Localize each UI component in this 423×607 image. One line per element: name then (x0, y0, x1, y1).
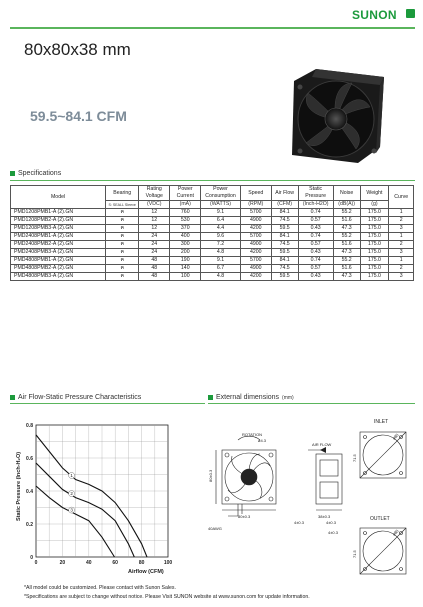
cell-bearing: ฅ (106, 273, 139, 281)
dim-height: 80±0.3 (208, 469, 213, 482)
dim-inlet-diameter: ø85 (391, 432, 400, 441)
cell-voltage: 12 (139, 209, 170, 217)
cell-voltage: 12 (139, 225, 170, 233)
chart-x-tick-label: 80 (138, 560, 145, 566)
cell-model: PMD2408PMB2-A (2).GN (11, 241, 106, 249)
cell-pressure: 0.43 (298, 273, 333, 281)
header-noise: Noise (333, 186, 360, 201)
cell-consumption: 7.2 (201, 241, 241, 249)
cell-noise: 55.2 (333, 209, 360, 217)
cell-curve: 3 (389, 225, 414, 233)
inlet-label: INLET (374, 419, 389, 425)
unit-voltage: (VDC) (139, 201, 170, 209)
cell-current: 190 (170, 257, 201, 265)
cell-speed: 4200 (240, 273, 271, 281)
airflow-rule (10, 403, 205, 404)
outlet-label: OUTLET (370, 516, 390, 522)
cell-speed: 4900 (240, 265, 271, 273)
cell-speed: 4200 (240, 225, 271, 233)
cell-weight: 175.0 (360, 225, 389, 233)
dim-offset-1: 4±0.3 (294, 520, 304, 525)
cell-airflow: 59.5 (271, 225, 298, 233)
cell-model: PMD4808PMB3-A (2).GN (11, 273, 106, 281)
chart-y-tick-label: 0.6 (26, 456, 33, 462)
cell-speed: 5700 (240, 233, 271, 241)
cell-model: PMD2408PMB1-A (2).GN (11, 233, 106, 241)
chart-y-tick-label: 0.2 (26, 522, 33, 528)
specifications-heading: Specifications (10, 170, 61, 177)
cell-consumption: 6.4 (201, 217, 241, 225)
cell-airflow: 84.1 (271, 233, 298, 241)
cell-airflow: 84.1 (271, 209, 298, 217)
cell-bearing: ฅ (106, 257, 139, 265)
chart-y-axis-label: Static Pressure (Inch-H₂O) (16, 451, 22, 521)
brand-logo: SUNON (352, 8, 397, 22)
cell-bearing: ฅ (106, 217, 139, 225)
cell-noise: 51.6 (333, 217, 360, 225)
chart-series-label: 2 (70, 491, 73, 497)
cell-curve: 2 (389, 265, 414, 273)
cell-airflow: 74.5 (271, 217, 298, 225)
external-rule (208, 403, 415, 404)
header-voltage: Rating Voltage (139, 186, 170, 201)
cell-consumption: 9.6 (201, 233, 241, 241)
cell-curve: 1 (389, 257, 414, 265)
bullet-square-icon (10, 171, 15, 176)
cell-bearing: ฅ (106, 225, 139, 233)
rotation-label: ROTATION (242, 432, 263, 437)
external-dimensions-drawing (208, 410, 415, 582)
unit-noise: (dB(A)) (333, 201, 360, 209)
spec-table-row (11, 273, 414, 281)
cell-airflow: 74.5 (271, 241, 298, 249)
cell-bearing: ฅ (106, 241, 139, 249)
cell-bearing: ฅ (106, 233, 139, 241)
cell-curve: 3 (389, 273, 414, 281)
chart-y-tick-label: 0.8 (26, 423, 33, 429)
cell-model: PMD4808PMB1-A (2).GN (11, 257, 106, 265)
cell-speed: 4900 (240, 241, 271, 249)
cell-pressure: 0.57 (298, 265, 333, 273)
airflow-label: AIR FLOW (312, 442, 332, 447)
cell-voltage: 12 (139, 217, 170, 225)
cell-noise: 47.3 (333, 249, 360, 257)
header-bearing: Bearing (106, 186, 139, 201)
header-current: Power Current (170, 186, 201, 201)
header-rule (10, 27, 415, 29)
cell-voltage: 48 (139, 257, 170, 265)
cell-consumption: 6.7 (201, 265, 241, 273)
spec-header-row (11, 186, 414, 201)
dim-inlet: 71.5 (352, 454, 357, 462)
cell-weight: 175.0 (360, 233, 389, 241)
header-curve: Curve (389, 186, 414, 209)
cell-pressure: 0.74 (298, 257, 333, 265)
cell-speed: 4200 (240, 249, 271, 257)
cell-noise: 51.6 (333, 265, 360, 273)
cell-curve: 1 (389, 209, 414, 217)
cell-curve: 2 (389, 241, 414, 249)
chart-x-tick-label: 20 (59, 560, 66, 566)
chart-y-tick-label: 0 (30, 555, 33, 561)
spec-table-row (11, 241, 414, 249)
header-consumption: Power Consumption (201, 186, 241, 201)
cell-weight: 175.0 (360, 257, 389, 265)
cell-noise: 55.2 (333, 257, 360, 265)
cell-consumption: 9.1 (201, 257, 241, 265)
unit-airflow: (CFM) (271, 201, 298, 209)
chart-y-tick-label: 0.4 (26, 489, 33, 495)
cell-noise: 47.3 (333, 225, 360, 233)
spec-table (10, 185, 414, 281)
cell-consumption: 4.8 (201, 249, 241, 257)
cell-model: PMD1208PMB3-A (2).GN (11, 225, 106, 233)
cell-noise: 47.3 (333, 273, 360, 281)
cell-model: PMD4808PMB2-A (2).GN (11, 265, 106, 273)
specifications-rule (10, 180, 415, 181)
dim-offset-2: 4±0.3 (326, 520, 336, 525)
cell-speed: 4900 (240, 217, 271, 225)
cell-weight: 175.0 (360, 249, 389, 257)
cell-current: 760 (170, 209, 201, 217)
unit-weight: (g) (360, 201, 389, 209)
cell-bearing: ฅ (106, 209, 139, 217)
cell-speed: 5700 (240, 209, 271, 217)
cell-airflow: 59.5 (271, 273, 298, 281)
cell-noise: 51.6 (333, 241, 360, 249)
cell-airflow: 59.5 (271, 249, 298, 257)
spec-table-row (11, 217, 414, 225)
bullet-square-icon (10, 395, 15, 400)
cell-voltage: 24 (139, 241, 170, 249)
airflow-heading: Air Flow-Static Pressure Characteristics (10, 394, 141, 401)
cell-pressure: 0.74 (298, 233, 333, 241)
footnote-disclaimer: *Specifications are subject to change without notice. Please Visit SUNON website at www.sunon.com for update information. (24, 594, 310, 600)
header-model: Model (11, 186, 106, 209)
cell-curve: 3 (389, 249, 414, 257)
cell-weight: 175.0 (360, 273, 389, 281)
cell-airflow: 84.1 (271, 257, 298, 265)
cell-curve: 2 (389, 217, 414, 225)
chart-x-tick-label: 0 (34, 560, 38, 566)
product-title: 80x80x38 mm (24, 40, 131, 59)
cell-voltage: 24 (139, 233, 170, 241)
dim-offset-3: 4±0.3 (328, 530, 338, 535)
spec-table-row (11, 257, 414, 265)
fan-photo (288, 67, 388, 165)
unit-current: (mA) (170, 201, 201, 209)
dim-width: 80±0.3 (238, 514, 251, 519)
cell-consumption: 9.1 (201, 209, 241, 217)
spec-table-row (11, 225, 414, 233)
cell-current: 100 (170, 273, 201, 281)
spec-table-row (11, 249, 414, 257)
cell-bearing: ฅ (106, 265, 139, 273)
cell-current: 400 (170, 233, 201, 241)
awg-label: 40AWG (208, 526, 222, 531)
chart-x-tick-label: 60 (112, 560, 118, 566)
unit-speed: (RPM) (240, 201, 271, 209)
cell-weight: 175.0 (360, 217, 389, 225)
cell-weight: 175.0 (360, 241, 389, 249)
header-pressure: Static Pressure (298, 186, 333, 201)
cell-current: 300 (170, 241, 201, 249)
dim-depth: 38±0.3 (318, 514, 331, 519)
header-airflow: Air Flow (271, 186, 298, 201)
bullet-square-icon (208, 395, 213, 400)
cell-current: 530 (170, 217, 201, 225)
cell-pressure: 0.43 (298, 249, 333, 257)
cell-pressure: 0.74 (298, 209, 333, 217)
chart-series-label: 3 (70, 507, 73, 513)
cell-consumption: 4.4 (201, 225, 241, 233)
cell-weight: 175.0 (360, 209, 389, 217)
cell-weight: 175.0 (360, 265, 389, 273)
chart-x-tick-label: 40 (86, 560, 92, 566)
cell-bearing: ฅ (106, 249, 139, 257)
cell-model: PMD1208PMB2-A (2).GN (11, 217, 106, 225)
spec-table-body (11, 209, 414, 281)
cell-current: 370 (170, 225, 201, 233)
cell-pressure: 0.43 (298, 225, 333, 233)
external-dimensions-heading: External dimensions (mm) (208, 394, 294, 401)
dim-outlet: 71.5 (352, 550, 357, 558)
cell-model: PMD2408PMB3-A (2).GN (11, 249, 106, 257)
chart-x-axis-label: Airflow (CFM) (128, 569, 164, 575)
unit-bearing: S: SEALL Sleeve (106, 201, 139, 209)
spec-table-row (11, 233, 414, 241)
cell-model: PMD1208PMB1-A (2).GN (11, 209, 106, 217)
cell-current: 200 (170, 249, 201, 257)
header-weight: Weight (360, 186, 389, 201)
cell-voltage: 24 (139, 249, 170, 257)
dim-hole: ø4.3 (258, 438, 267, 443)
header-speed: Speed (240, 186, 271, 201)
cell-voltage: 48 (139, 273, 170, 281)
cell-noise: 55.2 (333, 233, 360, 241)
spec-table-row (11, 265, 414, 273)
dim-outlet-diameter: ø85 (391, 528, 400, 537)
footnote-customization: *All model could be customized. Please contact with Sunon Sales. (24, 585, 176, 591)
cell-pressure: 0.57 (298, 217, 333, 225)
cell-speed: 5700 (240, 257, 271, 265)
airflow-pressure-chart (6, 415, 206, 585)
cfm-range: 59.5~84.1 CFM (30, 108, 127, 124)
unit-consumption: (WATTS) (201, 201, 241, 209)
cell-voltage: 48 (139, 265, 170, 273)
cell-airflow: 74.5 (271, 265, 298, 273)
cell-consumption: 4.8 (201, 273, 241, 281)
spec-table-row (11, 209, 414, 217)
unit-pressure: (Inch-H2O) (298, 201, 333, 209)
chart-series-label: 1 (70, 473, 73, 479)
cell-current: 140 (170, 265, 201, 273)
chart-x-tick-label: 100 (163, 560, 173, 566)
cell-pressure: 0.57 (298, 241, 333, 249)
brand-logo-mark (406, 9, 415, 18)
cell-curve: 1 (389, 233, 414, 241)
